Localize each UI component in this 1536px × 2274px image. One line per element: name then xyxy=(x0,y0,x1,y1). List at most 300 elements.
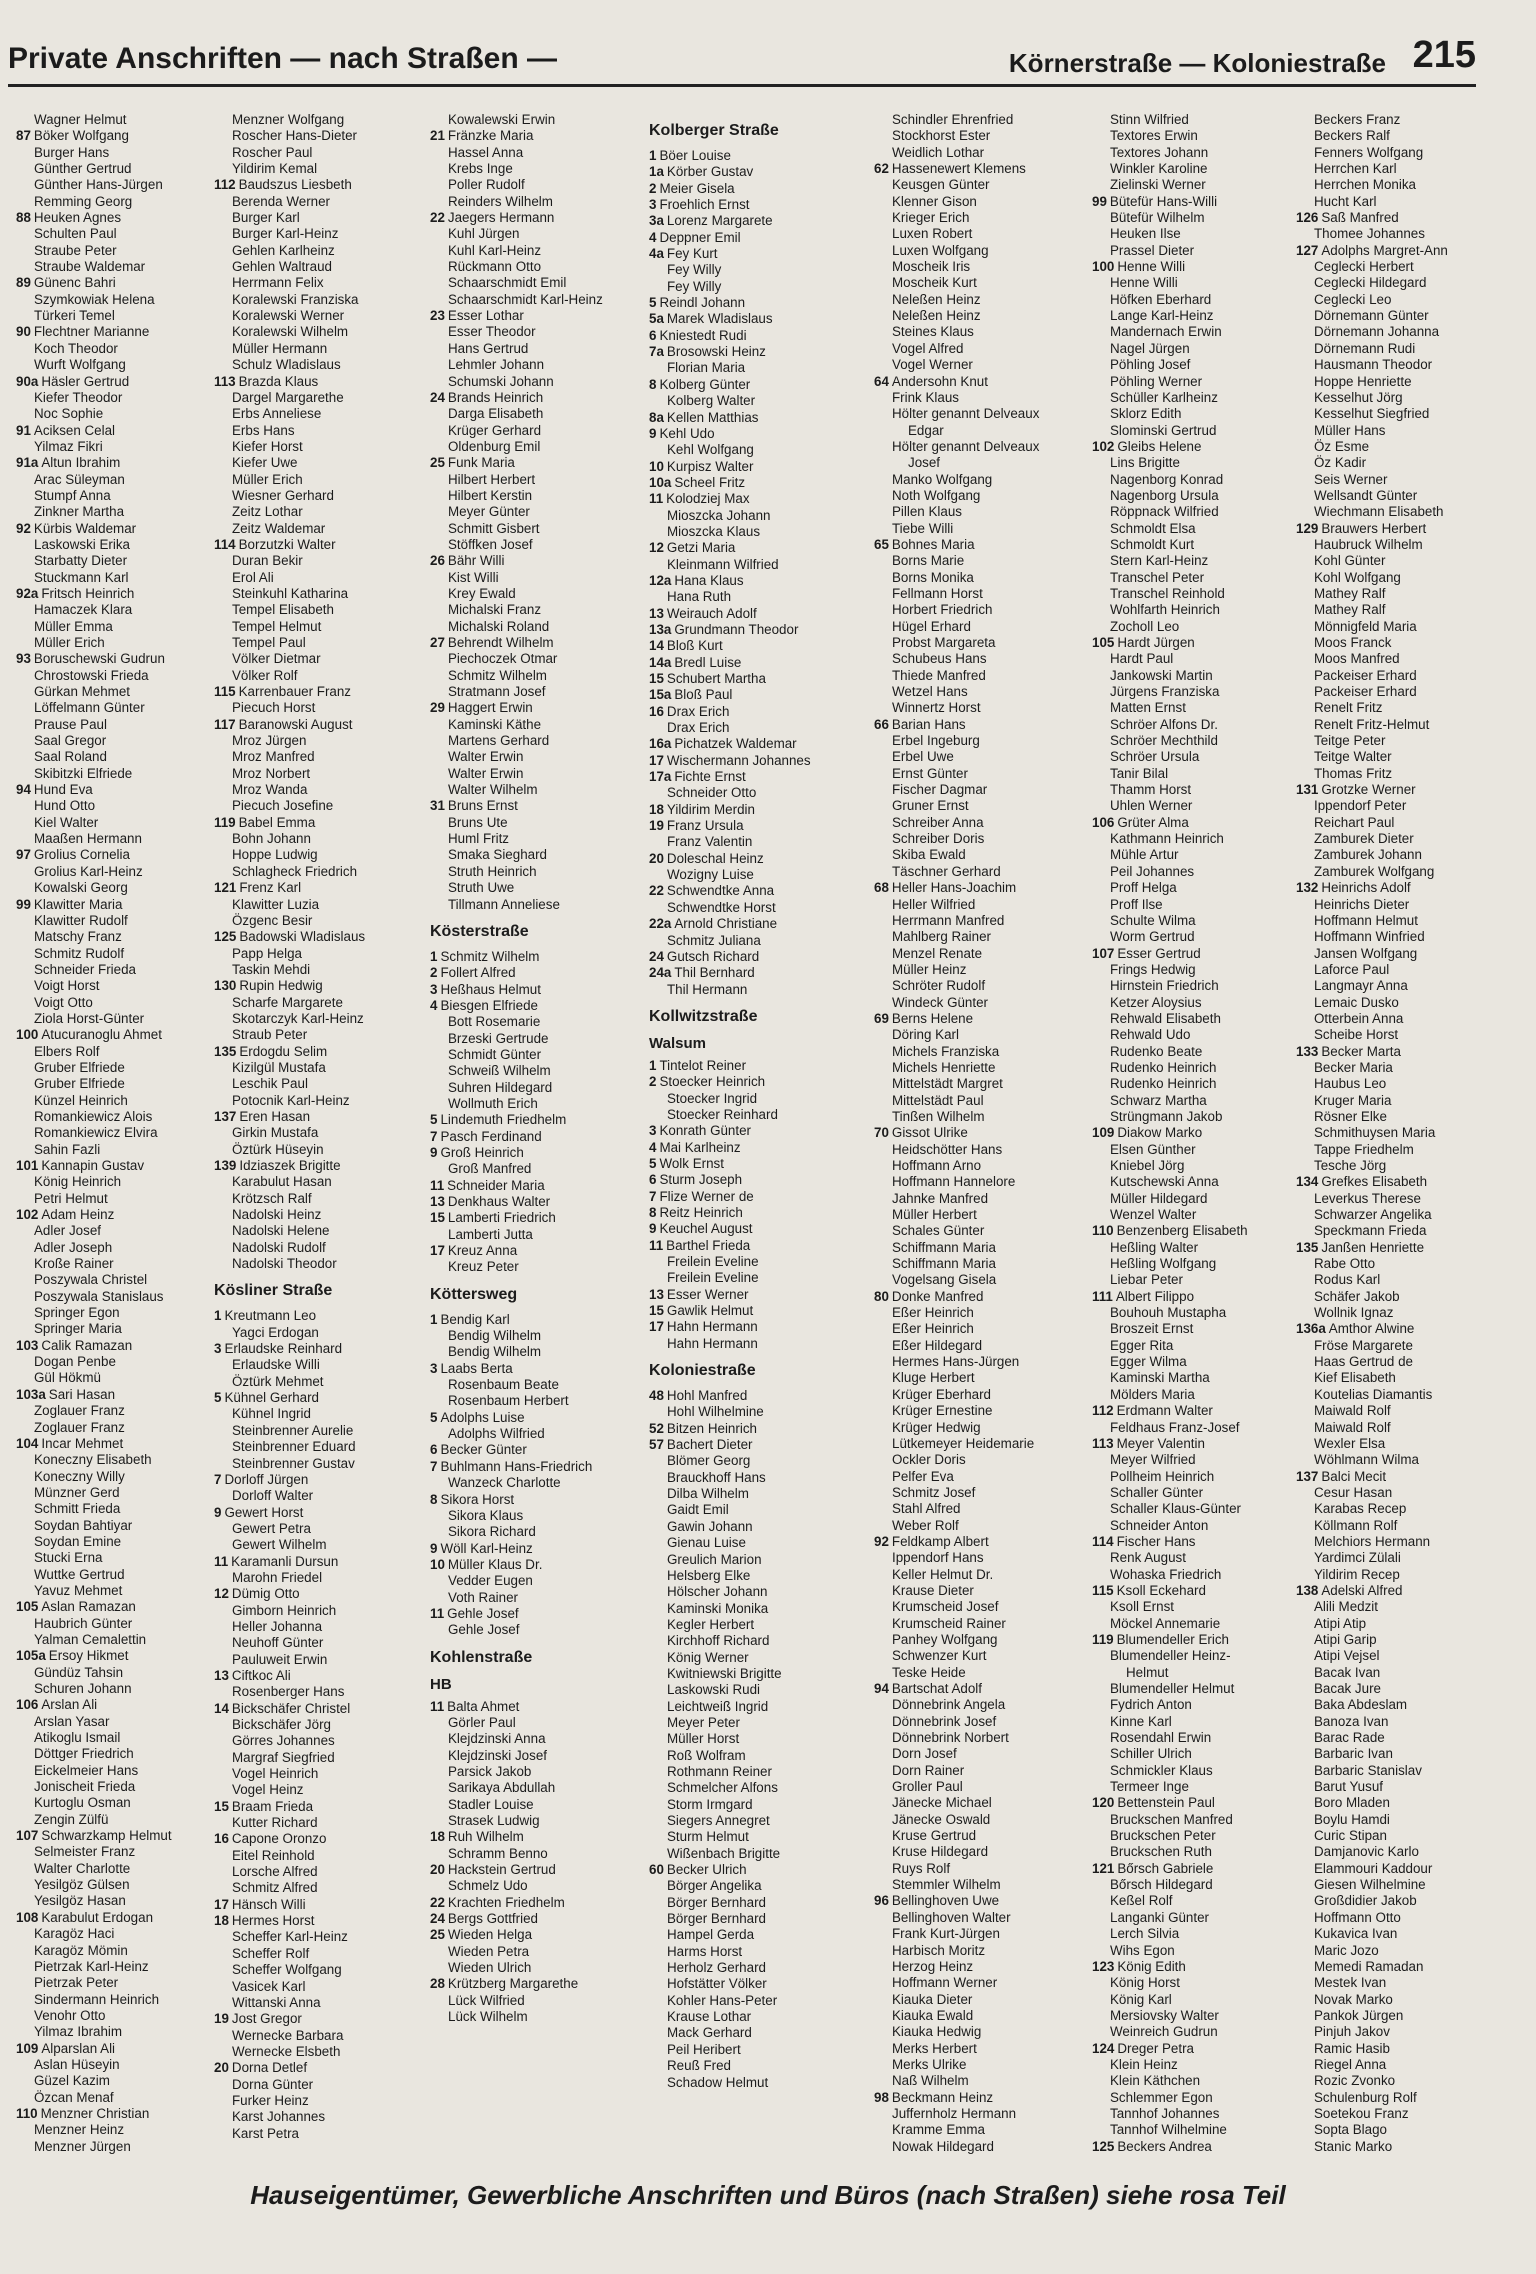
resident-entry xyxy=(1296,1828,1496,1844)
resident-entry xyxy=(214,1799,424,1815)
resident-entry xyxy=(430,749,640,765)
resident-entry xyxy=(430,177,640,193)
resident-name: Eickelmeier Hans xyxy=(34,1762,139,1778)
resident-name: Schmitz Wilhelm xyxy=(440,948,540,964)
resident-entry xyxy=(1296,1632,1496,1648)
resident-entry xyxy=(874,537,1094,553)
resident-name: Rosendahl Erwin xyxy=(1110,1730,1212,1746)
resident-entry xyxy=(214,2011,424,2027)
resident-entry xyxy=(1296,929,1496,945)
resident-name: Nagel Jürgen xyxy=(1110,340,1190,356)
resident-name: Eitel Reinhold xyxy=(232,1847,315,1863)
resident-name: Eßer Heinrich xyxy=(892,1305,974,1321)
resident-name: Jahnke Manfred xyxy=(892,1190,989,1206)
resident-name: Walter Wilhelm xyxy=(448,782,538,798)
resident-entry xyxy=(649,213,874,229)
resident-name: Schmidt Günter xyxy=(448,1046,542,1062)
resident-entry xyxy=(430,112,640,128)
resident-name: Hassel Anna xyxy=(448,144,524,160)
resident-entry xyxy=(1092,1174,1292,1190)
resident-name: Papp Helga xyxy=(232,945,302,961)
resident-name: Hoffmann Otto xyxy=(1314,1909,1401,1925)
resident-name: Wischermann Johannes xyxy=(666,752,811,768)
resident-name: Wexler Elsa xyxy=(1314,1435,1386,1451)
resident-name: Özcan Menaf xyxy=(34,2089,114,2105)
resident-entry xyxy=(430,717,640,733)
resident-name: Stoecker Reinhard xyxy=(667,1106,778,1122)
house-number: 125 xyxy=(1092,2138,1115,2154)
resident-name: Steinkuhl Katharina xyxy=(232,585,349,601)
directory-column xyxy=(1092,112,1292,2162)
resident-entry xyxy=(874,570,1094,586)
resident-name: Scheel Fritz xyxy=(674,474,746,490)
resident-entry xyxy=(1296,1076,1496,1092)
resident-entry xyxy=(874,978,1094,994)
house-number: 8 xyxy=(649,1204,657,1220)
resident-entry xyxy=(16,586,206,602)
resident-name: Freilein Eveline xyxy=(667,1270,759,1286)
resident-name: Yalman Cemalettin xyxy=(34,1631,147,1647)
resident-name: Gaidt Emil xyxy=(667,1502,729,1518)
resident-name: Pauluweit Erwin xyxy=(232,1651,328,1667)
resident-name: Henne Willi xyxy=(1110,275,1178,291)
resident-name: Hoffmann Winfried xyxy=(1314,929,1425,945)
resident-name: Schmithuysen Maria xyxy=(1314,1125,1436,1141)
resident-entry xyxy=(16,488,206,504)
resident-entry xyxy=(649,557,874,573)
resident-entry xyxy=(16,275,206,291)
resident-name: Herrchen Monika xyxy=(1314,177,1416,193)
resident-entry xyxy=(874,1501,1094,1517)
resident-entry xyxy=(649,2009,874,2025)
resident-name: Yildirim Kemal xyxy=(232,161,318,177)
resident-entry xyxy=(16,2041,206,2057)
resident-name: Janßen Henriette xyxy=(1321,1239,1425,1255)
resident-name: Sklorz Edith xyxy=(1110,406,1182,422)
resident-entry xyxy=(1296,1436,1496,1452)
resident-entry xyxy=(214,913,424,929)
resident-entry xyxy=(874,1272,1094,1288)
resident-name: Capone Oronzo xyxy=(231,1831,327,1847)
resident-name: Krüger Gerhard xyxy=(448,422,542,438)
resident-name: Dreger Petra xyxy=(1117,2040,1194,2056)
resident-entry xyxy=(649,1911,874,1927)
house-number: 18 xyxy=(430,1829,445,1845)
resident-name: Dönnebrink Josef xyxy=(892,1713,997,1729)
resident-entry xyxy=(874,798,1094,814)
house-number: 22 xyxy=(649,883,664,899)
resident-name: Ceglecki Leo xyxy=(1314,291,1392,307)
resident-entry xyxy=(1092,1681,1292,1697)
resident-name: Petri Helmut xyxy=(34,1190,108,1206)
resident-entry xyxy=(874,1599,1094,1615)
resident-entry xyxy=(1296,1093,1496,1109)
resident-entry xyxy=(649,2025,874,2041)
house-number: 106 xyxy=(1092,814,1115,830)
resident-entry xyxy=(874,946,1094,962)
resident-name: Lorenz Margarete xyxy=(666,213,773,229)
resident-name: Täschner Gerhard xyxy=(892,863,1001,879)
resident-name: Wohlfarth Heinrich xyxy=(1110,602,1220,618)
resident-name: Schiffmann Maria xyxy=(892,1239,996,1255)
resident-name: Schröter Rudolf xyxy=(892,978,986,994)
resident-name: Grotzke Werner xyxy=(1321,782,1416,798)
resident-name: Schmickler Klaus xyxy=(1110,1762,1213,1778)
resident-entry xyxy=(214,1848,424,1864)
resident-name: Beckers Andrea xyxy=(1117,2138,1212,2154)
header-title: Private Anschriften — nach Straßen — xyxy=(8,42,558,75)
house-number: 7 xyxy=(430,1458,438,1474)
resident-entry xyxy=(1296,1403,1496,1419)
house-number: 9 xyxy=(430,1144,438,1160)
resident-name: Kegler Herbert xyxy=(667,1616,755,1632)
resident-entry xyxy=(1092,619,1292,635)
resident-entry xyxy=(874,2057,1094,2073)
resident-name: Dogan Penbe xyxy=(34,1354,116,1370)
resident-name: Springer Maria xyxy=(34,1321,122,1337)
resident-name: König Horst xyxy=(1110,1975,1180,1991)
resident-name: Wißenbach Brigitte xyxy=(667,1845,781,1861)
resident-entry xyxy=(214,194,424,210)
resident-name: Adler Josef xyxy=(34,1223,101,1239)
resident-entry xyxy=(649,671,874,687)
resident-name: Klejdzinski Anna xyxy=(448,1731,546,1747)
resident-name: Wozigny Luise xyxy=(667,867,754,883)
resident-entry xyxy=(1296,1027,1496,1043)
resident-entry xyxy=(874,1207,1094,1223)
resident-entry xyxy=(649,638,874,654)
resident-entry xyxy=(649,1058,874,1074)
resident-entry xyxy=(430,439,640,455)
resident-entry xyxy=(214,619,424,635)
resident-entry xyxy=(430,1475,640,1491)
resident-entry xyxy=(214,161,424,177)
resident-entry xyxy=(214,1076,424,1092)
resident-entry xyxy=(874,194,1094,210)
resident-entry xyxy=(1296,1861,1496,1877)
resident-entry xyxy=(16,194,206,210)
resident-name: Pietrzak Peter xyxy=(34,1975,119,1991)
resident-entry xyxy=(874,1469,1094,1485)
resident-entry xyxy=(214,1223,424,1239)
resident-entry xyxy=(1092,766,1292,782)
resident-entry xyxy=(1296,1125,1496,1141)
resident-entry xyxy=(1296,439,1496,455)
resident-name: Koutelias Diamantis xyxy=(1314,1386,1433,1402)
resident-entry xyxy=(430,145,640,161)
resident-name: Renk August xyxy=(1110,1550,1186,1566)
resident-entry xyxy=(1296,1877,1496,1893)
resident-entry xyxy=(1296,341,1496,357)
resident-entry xyxy=(874,1730,1094,1746)
house-number: 24 xyxy=(430,1911,445,1927)
resident-entry xyxy=(16,946,206,962)
house-number: 119 xyxy=(1092,1631,1114,1647)
resident-entry xyxy=(1092,1730,1292,1746)
resident-entry xyxy=(16,1174,206,1190)
resident-name: Schröer Alfons Dr. xyxy=(1110,716,1218,732)
house-number: 5 xyxy=(649,1155,657,1171)
resident-name: Krause Dieter xyxy=(892,1582,974,1598)
resident-entry xyxy=(214,226,424,242)
house-number: 91 xyxy=(16,422,31,438)
resident-entry xyxy=(649,1091,874,1107)
resident-entry xyxy=(16,1828,206,1844)
resident-entry xyxy=(214,717,424,733)
resident-name: Herrmann Felix xyxy=(232,275,324,291)
resident-entry xyxy=(1092,1093,1292,1109)
resident-entry xyxy=(1092,651,1292,667)
resident-name: Neuhoff Günter xyxy=(232,1635,324,1651)
resident-name: Banoza Ivan xyxy=(1314,1713,1389,1729)
resident-name: König Karl xyxy=(1110,1991,1172,2007)
resident-entry xyxy=(649,1797,874,1813)
resident-entry xyxy=(214,292,424,308)
resident-entry xyxy=(214,128,424,144)
resident-entry xyxy=(649,311,874,327)
resident-entry xyxy=(16,570,206,586)
resident-name: Wernecke Elsbeth xyxy=(232,2043,341,2059)
house-number: 112 xyxy=(214,177,236,193)
resident-entry xyxy=(1296,2057,1496,2073)
house-number: 90a xyxy=(16,373,39,389)
resident-entry xyxy=(1092,749,1292,765)
resident-name: Fischer Hans xyxy=(1116,1533,1196,1549)
resident-entry xyxy=(430,521,640,537)
resident-name: Atucuranoglu Ahmet xyxy=(41,1027,162,1043)
resident-entry xyxy=(1296,390,1496,406)
resident-entry xyxy=(649,1715,874,1731)
resident-name: Gündüz Tahsin xyxy=(34,1664,124,1680)
house-number: 2 xyxy=(649,1074,657,1090)
resident-name: Esser Lothar xyxy=(447,308,524,324)
resident-entry xyxy=(649,1944,874,1960)
resident-name: Tannhof Johannes xyxy=(1110,2105,1220,2121)
resident-name: Piecuch Josefine xyxy=(232,798,334,814)
resident-entry xyxy=(1296,145,1496,161)
resident-name: Memedi Ramadan xyxy=(1314,1958,1424,1974)
resident-name: Kukavica Ivan xyxy=(1314,1926,1398,1942)
resident-entry xyxy=(16,1076,206,1092)
resident-entry xyxy=(1296,1975,1496,1991)
resident-name: Skibitzki Elfriede xyxy=(34,765,133,781)
resident-name: Andersohn Knut xyxy=(891,373,988,389)
resident-name: Bellinghoven Uwe xyxy=(891,1893,1000,1909)
resident-entry xyxy=(649,949,874,965)
resident-name: Klawitter Maria xyxy=(33,896,123,912)
house-number: 9 xyxy=(430,1540,438,1556)
resident-entry xyxy=(430,1606,640,1622)
resident-entry xyxy=(1092,537,1292,553)
resident-entry xyxy=(16,259,206,275)
resident-entry xyxy=(1296,357,1496,373)
resident-entry xyxy=(430,537,640,553)
resident-name: Laabs Berta xyxy=(440,1360,513,1376)
resident-name: Rosenbaum Herbert xyxy=(448,1393,569,1409)
resident-entry xyxy=(214,423,424,439)
resident-name: Storm Irmgard xyxy=(667,1796,753,1812)
resident-name: Schwendtke Anna xyxy=(666,883,775,899)
street-heading: Koloniestraße xyxy=(649,1362,756,1380)
resident-name: Nadolski Rudolf xyxy=(232,1239,326,1255)
house-number: 24 xyxy=(430,389,445,405)
resident-name: Yardimci Zülali xyxy=(1314,1550,1401,1566)
resident-name: Koralewski Wilhelm xyxy=(232,324,349,340)
resident-name: Romankiewicz Elvira xyxy=(34,1125,158,1141)
resident-name: Hassenewert Klemens xyxy=(891,161,1026,177)
resident-name: Broszeit Ernst xyxy=(1110,1321,1194,1337)
resident-name: Gewert Horst xyxy=(224,1504,304,1520)
resident-name: Stadler Louise xyxy=(448,1796,534,1812)
house-number: 62 xyxy=(874,161,889,177)
resident-entry xyxy=(649,1205,874,1221)
resident-entry xyxy=(874,145,1094,161)
resident-name: Struth Heinrich xyxy=(448,863,537,879)
resident-entry xyxy=(214,2044,424,2060)
resident-entry xyxy=(649,900,874,916)
house-number: 113 xyxy=(214,373,236,389)
resident-entry xyxy=(1296,1550,1496,1566)
resident-name: Thamm Horst xyxy=(1110,782,1192,798)
house-number: 11 xyxy=(649,491,664,507)
resident-entry xyxy=(874,766,1094,782)
resident-entry xyxy=(214,455,424,471)
resident-name: Laforce Paul xyxy=(1314,961,1390,977)
resident-entry xyxy=(1092,243,1292,259)
house-number: 57 xyxy=(649,1437,664,1453)
resident-entry xyxy=(874,1812,1094,1828)
resident-name: Möckel Annemarie xyxy=(1110,1615,1221,1631)
resident-entry xyxy=(874,112,1094,128)
resident-entry xyxy=(430,504,640,520)
resident-name: Suhren Hildegard xyxy=(448,1079,553,1095)
resident-name: Bendig Wilhelm xyxy=(448,1328,542,1344)
resident-name: Yagci Erdogan xyxy=(232,1324,319,1340)
resident-entry xyxy=(16,1534,206,1550)
house-number: 138 xyxy=(1296,1582,1319,1598)
resident-entry xyxy=(649,1404,874,1420)
resident-name: Haggert Erwin xyxy=(447,700,533,716)
resident-entry xyxy=(16,913,206,929)
resident-name: Moscheik Iris xyxy=(892,259,971,275)
resident-name: Menzel Renate xyxy=(892,945,983,961)
resident-entry xyxy=(874,406,1094,422)
resident-entry xyxy=(1296,1746,1496,1762)
resident-entry xyxy=(1296,177,1496,193)
resident-entry xyxy=(1092,913,1292,929)
resident-name: Nagenborg Konrad xyxy=(1110,471,1224,487)
house-number: 115 xyxy=(214,684,236,700)
resident-name: Manko Wolfgang xyxy=(892,471,993,487)
resident-entry xyxy=(16,2008,206,2024)
resident-name: Potocnik Karl-Heinz xyxy=(232,1092,350,1108)
resident-name: Krause Lothar xyxy=(667,2009,752,2025)
resident-entry xyxy=(874,1191,1094,1207)
directory-columns xyxy=(6,112,1486,2162)
resident-name: Baudszus Liesbeth xyxy=(238,177,352,193)
house-number: 25 xyxy=(430,1927,445,1943)
resident-name: Bacak Ivan xyxy=(1314,1664,1381,1680)
resident-name: Hilbert Kerstin xyxy=(448,487,533,503)
resident-entry xyxy=(874,1534,1094,1550)
resident-name: Steines Klaus xyxy=(892,324,974,340)
resident-name: Bredl Luise xyxy=(674,654,742,670)
resident-entry xyxy=(214,1897,424,1913)
house-number: 22 xyxy=(430,1894,445,1910)
resident-entry xyxy=(214,2060,424,2076)
resident-entry xyxy=(1092,1959,1292,1975)
house-number: 11 xyxy=(430,1605,445,1621)
resident-name: Egger Wilma xyxy=(1110,1354,1187,1370)
resident-entry xyxy=(214,1766,424,1782)
resident-entry xyxy=(1092,586,1292,602)
resident-name: Feldhaus Franz-Josef xyxy=(1110,1419,1240,1435)
resident-name: Krötzsch Ralf xyxy=(232,1190,312,1206)
resident-name: Karrenbauer Franz xyxy=(238,684,351,700)
resident-name: Lange Karl-Heinz xyxy=(1110,308,1214,324)
resident-entry xyxy=(430,275,640,291)
resident-name: Gruber Elfriede xyxy=(34,1076,125,1092)
resident-entry xyxy=(430,782,640,798)
resident-name: Döttger Friedrich xyxy=(34,1746,134,1762)
resident-name: Skiba Ewald xyxy=(892,847,966,863)
resident-entry xyxy=(430,2009,640,2025)
resident-entry xyxy=(16,1746,206,1762)
resident-entry xyxy=(649,1699,874,1715)
resident-entry xyxy=(1092,635,1292,651)
resident-entry xyxy=(1092,1665,1292,1681)
resident-name: Mroz Norbert xyxy=(232,765,311,781)
resident-name: Schulte Wilma xyxy=(1110,912,1196,928)
resident-entry xyxy=(1092,439,1292,455)
resident-entry xyxy=(1296,913,1496,929)
resident-entry xyxy=(1092,472,1292,488)
resident-name: Fritsch Heinrich xyxy=(41,585,135,601)
resident-name: Moos Franck xyxy=(1314,635,1392,650)
resident-name: Michels Franziska xyxy=(892,1043,1000,1059)
resident-name: Proff Helga xyxy=(1110,880,1177,896)
house-number: 4 xyxy=(430,997,438,1013)
resident-name: Koneczny Willy xyxy=(34,1468,125,1484)
resident-entry xyxy=(214,1093,424,1109)
resident-entry xyxy=(649,164,874,180)
resident-name: Jankowski Martin xyxy=(1110,667,1213,683)
resident-name: Wollmuth Erich xyxy=(448,1095,538,1111)
resident-entry xyxy=(430,1080,640,1096)
resident-name: Mroz Wanda xyxy=(232,782,308,798)
resident-name: Brazda Klaus xyxy=(238,373,319,389)
resident-name: Berenda Werner xyxy=(232,193,331,209)
house-number: 113 xyxy=(1092,1435,1114,1451)
resident-name: Erbel Ingeburg xyxy=(892,733,980,749)
resident-name: Bütefür Wilhelm xyxy=(1110,210,1205,226)
resident-name: Börger Bernhard xyxy=(667,1894,766,1910)
resident-entry xyxy=(649,802,874,818)
resident-name: Börger Angelika xyxy=(667,1878,762,1894)
resident-name: Erbs Hans xyxy=(232,422,295,438)
resident-name: Zamburek Dieter xyxy=(1314,831,1414,847)
resident-entry xyxy=(214,1158,424,1174)
resident-entry xyxy=(1092,1076,1292,1092)
resident-entry xyxy=(16,1125,206,1141)
resident-name: Burger Hans xyxy=(34,144,110,160)
resident-entry xyxy=(1092,2122,1292,2138)
house-number: 124 xyxy=(1092,2040,1115,2056)
resident-entry xyxy=(430,374,640,390)
resident-name: Yesilgöz Hasan xyxy=(34,1893,126,1909)
house-number: 127 xyxy=(1296,242,1319,258)
resident-name: Stucki Erna xyxy=(34,1550,103,1566)
